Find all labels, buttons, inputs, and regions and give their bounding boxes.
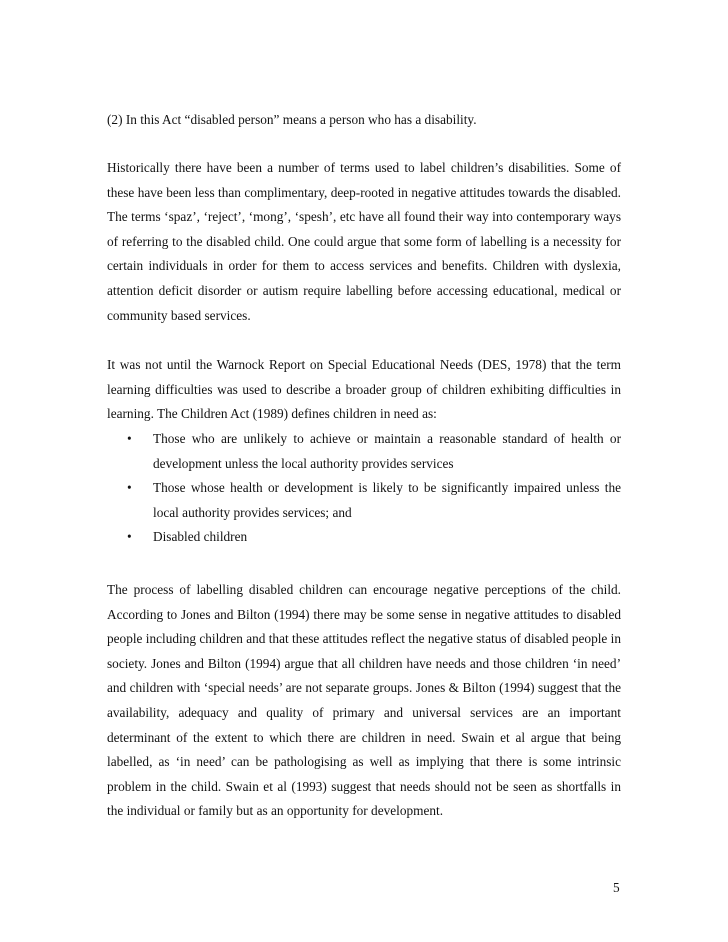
labelling-perceptions-paragraph: The process of labelling disabled children can encourage negative perceptions of the child. According to Jones and Bilton (1994) there may be some sense in negative attitudes to disabled people including children and that these attitudes reflect the negative status of disabled people in society. Jones and Bilton (1994) argue that all children have needs and those children ‘in need’ and children with ‘special needs’ are not separate groups. Jones & Bilton (1994) suggest that the availability, adequacy and quality of primary and universal services are an important determinant of the extent to which there are children in need. Swain et al argue that being labelled, as ‘in need’ can be pathologising as well as implying that there is some intrinsic problem in the child. Swain et al (1993) suggest that needs should not be seen as shortfalls in the individual or family but as an opportunity for development. <box>107 582 621 819</box>
act-definition-paragraph: (2) In this Act “disabled person” means a person who has a disability. <box>107 112 477 127</box>
list-item <box>107 525 621 550</box>
children-in-need-list <box>107 427 621 550</box>
list-item <box>107 427 621 476</box>
list-item-text: Disabled children <box>153 529 248 545</box>
list-item-text: Those whose health or development is likely to be significantly impaired unless the local authority provides services; and <box>153 480 621 520</box>
bullet-icon: • <box>127 480 132 496</box>
page-number: 5 <box>613 880 620 895</box>
list-item <box>107 476 621 525</box>
labelling-history-paragraph: Historically there have been a number of terms used to label children’s disabilities. Some of these have been less than complimentary, deep-rooted in negative attitudes towards the disabled. The terms ‘spaz’, ‘reject’, ‘mong’, ‘spesh’, etc have all found their way into contemporary ways of referring to the disabled child. One could argue that some form of labelling is a necessity for certain individuals in order for them to access services and benefits. Children with dyslexia, attention deficit disorder or autism require labelling before accessing educational, medical or community based services. <box>107 160 621 323</box>
bullet-icon: • <box>127 529 132 545</box>
list-item-text: Those who are unlikely to achieve or maintain a reasonable standard of health or development unless the local authority provides services <box>153 431 621 471</box>
bullet-icon: • <box>127 431 132 446</box>
warnock-report-paragraph: It was not until the Warnock Report on Special Educational Needs (DES, 1978) that the term learning difficulties was used to describe a broader group of children exhibiting difficulties in learning. The Children Act (1989) defines children in need as: <box>107 357 621 422</box>
